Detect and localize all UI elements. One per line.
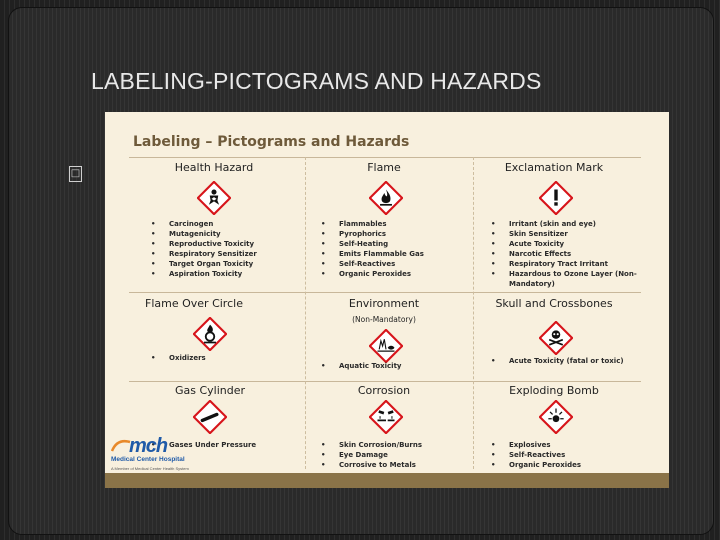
- cell-header: Environment: [348, 297, 420, 310]
- logo-tagline: A Member of Medical Center Health System: [111, 466, 189, 471]
- flame-icon: [369, 181, 403, 215]
- cell-header: Health Hazard: [174, 161, 254, 174]
- hazard-item: • Narcotic Effects: [491, 249, 641, 259]
- hazard-item: • Pyrophorics: [321, 229, 471, 239]
- slide-title: LABELING-PICTOGRAMS AND HAZARDS: [91, 68, 542, 94]
- exclamation-mark-icon: [539, 181, 573, 215]
- corrosion-icon: [369, 400, 403, 434]
- cell-header: Flame: [367, 161, 401, 174]
- hazard-item: • Respiratory Sensitizer: [151, 249, 301, 259]
- hazard-item: • Aspiration Toxicity: [151, 269, 301, 279]
- hazard-item: • Acute Toxicity (fatal or toxic): [491, 356, 641, 366]
- grid-line: [129, 381, 641, 382]
- bullet-placeholder-icon: □: [69, 166, 82, 182]
- hazard-item: • Self-Reactives: [491, 450, 641, 460]
- health-hazard-icon: [197, 181, 231, 215]
- hazard-list-corrosion: [321, 440, 471, 470]
- cell-subheader: (Non-Mandatory): [352, 315, 416, 324]
- hazard-item: • Self-Reactives: [321, 259, 471, 269]
- logo-name: Medical Center Hospital: [111, 456, 185, 463]
- pictogram-chart-image: [105, 112, 669, 488]
- logo-mark: mch: [129, 435, 168, 457]
- flame-over-circle-icon: [193, 317, 227, 351]
- environment-icon: [369, 329, 403, 363]
- hazard-item: • Corrosive to Metals: [321, 460, 471, 470]
- hazard-item: • Eye Damage: [321, 450, 471, 460]
- slide: [8, 7, 714, 535]
- hazard-list-exclamation: [491, 219, 641, 289]
- chart-title: Labeling – Pictograms and Hazards: [133, 134, 410, 150]
- cell-header: Exclamation Mark: [504, 161, 604, 174]
- hazard-item: • Hazardous to Ozone Layer (Non-Mandatory): [491, 269, 641, 289]
- hazard-item: • Explosives: [491, 440, 641, 450]
- grid-line: [305, 157, 306, 469]
- cell-header: Gas Cylinder: [174, 384, 246, 397]
- hazard-item: • Reproductive Toxicity: [151, 239, 301, 249]
- grid-line: [129, 157, 641, 158]
- cell-header: Flame Over Circle: [145, 297, 243, 310]
- hazard-list-flame-over-circle: [151, 353, 301, 363]
- hazard-item: • Organic Peroxides: [321, 269, 471, 279]
- hazard-list-skull: [491, 356, 641, 366]
- grid-line: [129, 292, 641, 293]
- hazard-list-environment: [321, 361, 471, 371]
- hazard-item: • Gases Under Pressure: [151, 440, 301, 450]
- hazard-item: • Mutagenicity: [151, 229, 301, 239]
- skull-and-crossbones-icon: [539, 321, 573, 355]
- hazard-list-exploding-bomb: [491, 440, 641, 470]
- hazard-item: • Target Organ Toxicity: [151, 259, 301, 269]
- hazard-item: • Oxidizers: [151, 353, 301, 363]
- panel-bottom-bar: [105, 473, 669, 488]
- hazard-item: • Aquatic Toxicity: [321, 361, 471, 371]
- exploding-bomb-icon: [539, 400, 573, 434]
- hazard-item: • Flammables: [321, 219, 471, 229]
- gas-cylinder-icon: [193, 400, 227, 434]
- hazard-list-flame: [321, 219, 471, 279]
- hazard-item: • Carcinogen: [151, 219, 301, 229]
- cell-header: Corrosion: [357, 384, 411, 397]
- hazard-item: • Self-Heating: [321, 239, 471, 249]
- hazard-item: • Emits Flammable Gas: [321, 249, 471, 259]
- logo-swoosh-icon: [111, 439, 131, 453]
- hazard-list-health: [151, 219, 301, 279]
- hazard-item: • Skin Sensitizer: [491, 229, 641, 239]
- hospital-logo: [107, 435, 207, 475]
- hazard-item: • Skin Corrosion/Burns: [321, 440, 471, 450]
- hazard-item: • Organic Peroxides: [491, 460, 641, 470]
- cell-header: Skull and Crossbones: [495, 297, 613, 310]
- hazard-item: • Respiratory Tract Irritant: [491, 259, 641, 269]
- cell-header: Exploding Bomb: [509, 384, 599, 397]
- hazard-item: • Acute Toxicity: [491, 239, 641, 249]
- hazard-item: • Irritant (skin and eye): [491, 219, 641, 229]
- grid-line: [473, 157, 474, 469]
